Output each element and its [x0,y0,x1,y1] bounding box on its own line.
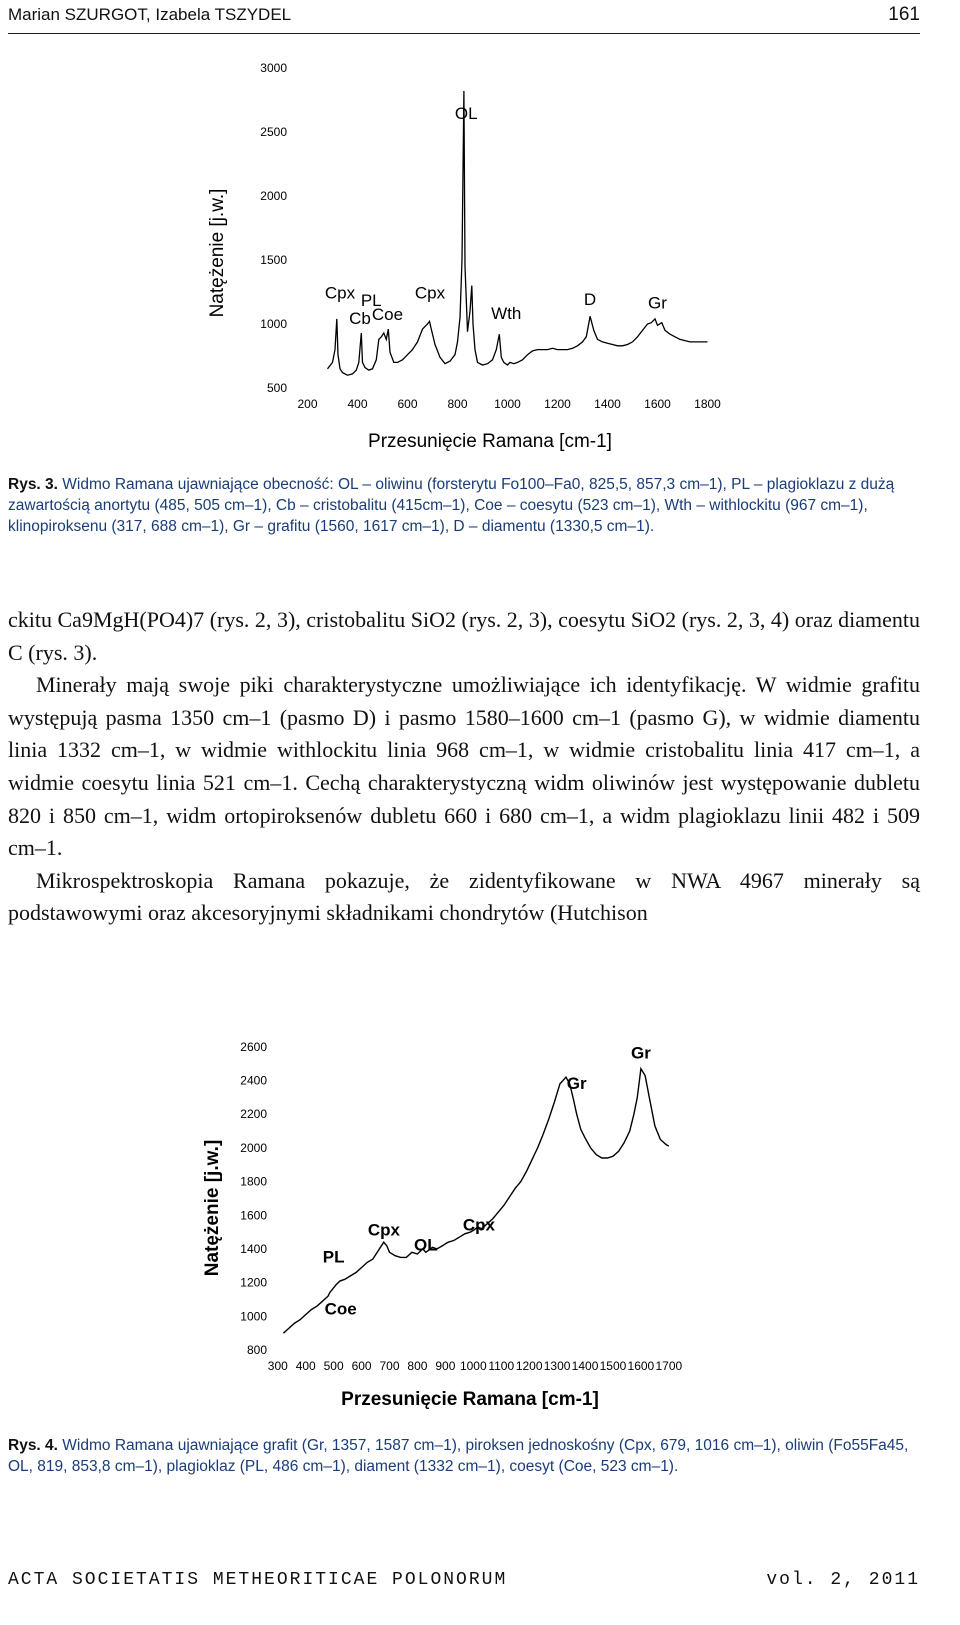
figure4-x-tick-label: 500 [323,1359,344,1373]
figure3-x-tick-label: 600 [397,397,418,411]
figure4-x-tick-label: 1300 [543,1359,571,1373]
figure4-x-tick-label: 1200 [515,1359,543,1373]
figure3-peak-label: Cpx [324,283,356,303]
figure4-x-tick-label: 1500 [599,1359,627,1373]
figure3-peak-label: Coe [371,305,404,325]
body-text [8,604,920,930]
figure4-y-tick-label: 800 [246,1343,267,1357]
figure4-y-tick-label: 2400 [240,1073,267,1088]
body-paragraph-1: ckitu Ca9MgH(PO4)7 (rys. 2, 3), cristobalitu SiO2 (rys. 2, 3), coesytu SiO2 (rys. 2, 3, 4) oraz diamentu C (rys. 3). [8,607,920,665]
figure-3-raman-spectrum [190,48,730,458]
fig3-y-axis-label: Natężenie [j.w.] [207,188,228,318]
figure4-x-tick-label: 800 [407,1359,428,1373]
running-header-authors: Marian SZURGOT, Izabela TSZYDEL [8,5,292,24]
figure4-y-tick-label: 2000 [240,1140,267,1155]
figure4-y-tick-label: 1800 [240,1174,267,1189]
figure4-x-tick-label: 300 [267,1359,288,1373]
figure3-y-tick-label: 1000 [260,317,287,331]
figure3-peak-label: Cpx [414,283,446,303]
figure3-x-tick-label: 400 [347,397,368,411]
figure3-y-tick-label: 1500 [260,253,287,267]
body-paragraph-3: Mikrospektroskopia Ramana pokazuje, że zidentyfikowane w NWA 4967 minerały są podstawowymi oraz akcesoryjnymi składnikami chondrytów (Hutchison [8,867,920,926]
figure-3-caption-text: Widmo Ramana ujawniające obecność: OL – oliwinu (forsterytu Fo100–Fa0, 825,5, 857,3 cm–1), PL – plagioklazu z dużą zawartością anortytu (485, 505 cm–1), Cb – cristobalitu (415cm–1), Coe – coesytu (523 cm–1), Wth – withlockitu (967 cm–1), klinopiroksenu (317, 688 cm–1), Gr – grafitu (1560, 1617 cm–1), D – diamentu (1330,5 cm–1). [8,476,895,535]
figure4-peak-label: Coe [324,1299,357,1319]
figure4-peak-label: Cpx [367,1220,400,1240]
figure4-x-tick-label: 1700 [655,1359,683,1373]
figure4-peak-label: OL [414,1235,438,1255]
fig4-y-axis-label: Natężenie [j.w.] [202,1139,223,1277]
figure4-y-tick-label: 1000 [240,1309,267,1324]
figure4-x-tick-label: 1600 [627,1359,655,1373]
figure4-x-tick-label: 1400 [571,1359,599,1373]
figure4-y-tick-label: 1600 [240,1208,267,1223]
figure3-y-tick-label: 500 [266,381,287,395]
figure3-peak-label: Gr [648,293,667,313]
figure3-peak-label: D [583,289,597,309]
figure3-y-tick-label: 3000 [260,61,287,75]
figure4-peak-label: Gr [566,1073,587,1093]
figure3-peak-label: OL [454,104,478,124]
figure4-x-tick-label: 1000 [459,1359,487,1373]
page-number: 161 [888,4,920,25]
figure3-x-tick-label: 800 [447,397,468,411]
figure4-peak-label: Gr [630,1043,651,1063]
figure3-y-tick-label: 2500 [260,125,287,139]
figure3-peak-label: Cb [349,309,371,328]
journal-name: ACTA SOCIETATIS METHEORITICAE POLONORUM [8,1570,508,1590]
figure3-x-tick-label: 1000 [494,397,521,411]
figure4-y-tick-label: 1200 [240,1275,267,1290]
fig3-spectrum-line [328,91,708,375]
figure4-x-tick-label: 400 [295,1359,316,1373]
body-paragraph-2: Minerały mają swoje piki charakterystyczne umożliwiające ich identyfikację. W widmie grafitu występują pasma 1350 cm–1 (pasmo D) i pasmo 1580–1600 cm–1 (pasmo G), w widmie diamentu linia 1332 cm–1, w widmie withlockitu linia 968 cm–1, w widmie cristobalitu linia 417 cm–1, a widmie coesytu linia 521 cm–1. Cechą charakterystyczną widm oliwinów jest występowanie dubletu 820 i 850 cm–1, widm ortopiroksenów dubletu 660 i 680 cm–1, a widm plagioklazu linii 482 i 509 cm–1. [8,672,920,861]
fig3-x-axis-label: Przesunięcie Ramana [cm-1] [368,431,612,452]
figure-4-caption-label: Rys. 4. [8,1437,58,1454]
figure-4-caption-text: Widmo Ramana ujawniające grafit (Gr, 1357, 1587 cm–1), piroksen jednoskośny (Cpx, 679, 1016 cm–1), oliwin (Fo55Fa45, OL, 819, 853,8 cm–1), plagioklaz (PL, 486 cm–1), diament (1332 cm–1), coesyt (Coe, 523 cm–1). [8,1437,909,1475]
figure4-x-tick-label: 1100 [488,1359,515,1373]
figure3-x-tick-label: 200 [297,397,318,411]
fig4-x-axis-label: Przesunięcie Ramana [cm-1] [341,1389,599,1410]
figure-3-caption [8,474,920,537]
figure3-x-tick-label: 1800 [694,397,721,411]
figure-3-caption-label: Rys. 3. [8,476,58,493]
figure4-y-tick-label: 2200 [240,1107,267,1122]
journal-volume: vol. 2, 2011 [766,1570,920,1590]
figure-4-caption [8,1435,920,1477]
figure4-peak-label: PL [322,1247,345,1267]
figure3-x-tick-label: 1600 [644,397,671,411]
figure3-x-tick-label: 1200 [544,397,571,411]
figure3-y-tick-label: 2000 [260,189,287,203]
figure4-y-tick-label: 1400 [240,1241,267,1256]
figure3-x-tick-label: 1400 [594,397,621,411]
figure3-peak-label: Wth [491,303,522,323]
figure4-peak-label: Cpx [462,1215,495,1235]
running-header [8,2,920,32]
figure-4-raman-spectrum [190,1018,690,1418]
fig4-spectrum-line [283,1069,668,1334]
figure4-y-tick-label: 2600 [240,1039,267,1054]
running-footer [8,1570,920,1598]
figure4-x-tick-label: 600 [351,1359,372,1373]
figure4-x-tick-label: 900 [435,1359,456,1373]
header-rule [8,33,920,34]
figure4-x-tick-label: 700 [379,1359,400,1373]
figure3-peak-label: PL [360,291,382,311]
